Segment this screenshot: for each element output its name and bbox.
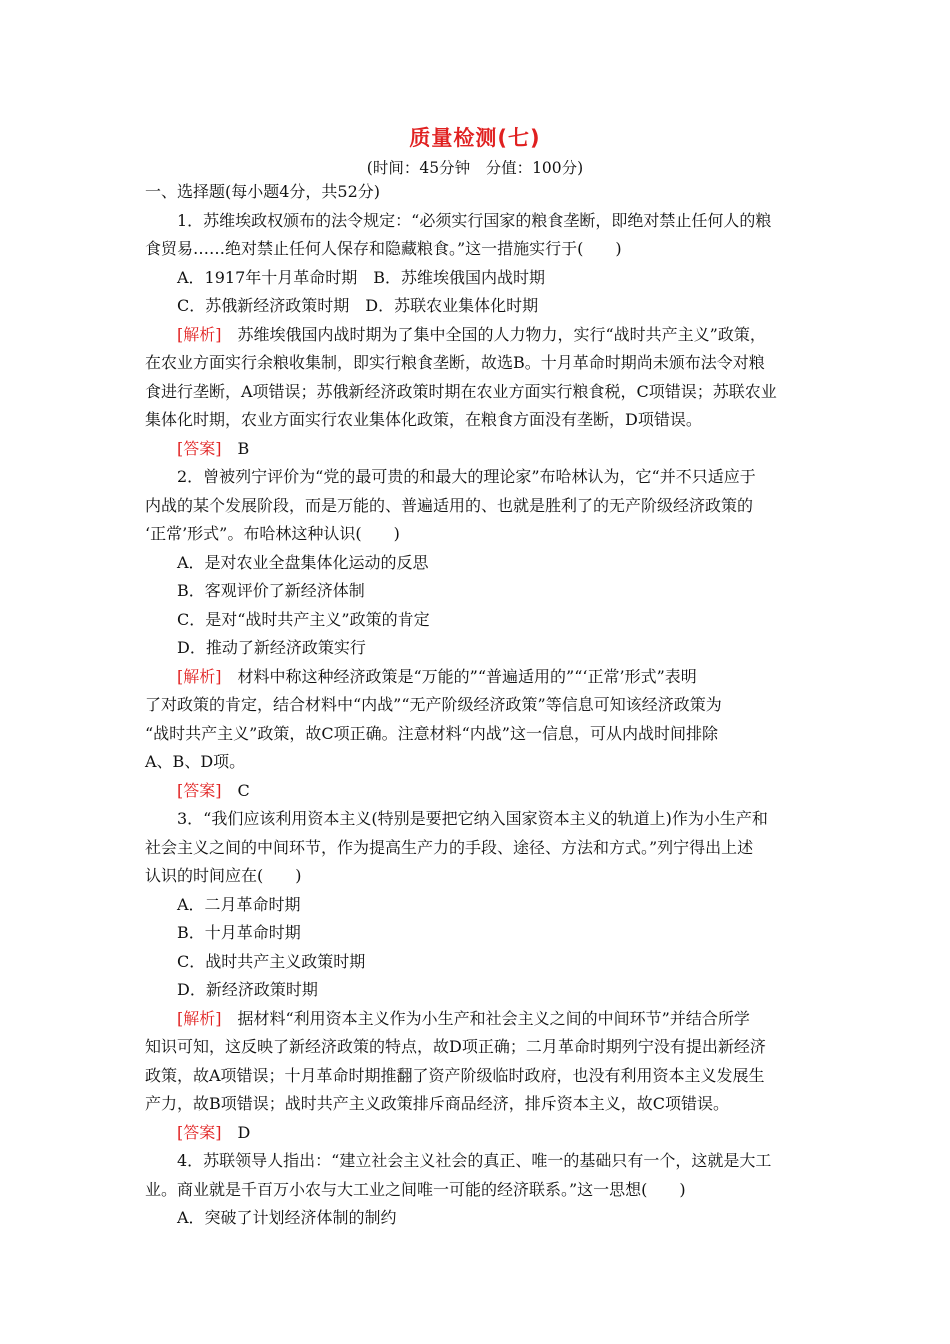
analysis-text: 材料中称这种经济政策是“万能的”“普遍适用的”“‘正常’形式”表明 [237, 666, 697, 686]
option-line: D．推动了新经济政策实行 [177, 638, 366, 657]
page-subtitle: (时间：45分钟 分值：100分) [366, 159, 584, 177]
option-line: A．突破了计划经济体制的制约 [177, 1208, 397, 1227]
answer-tag: [答案] [177, 438, 222, 458]
option-line: B．客观评价了新经济体制 [177, 581, 365, 600]
question-stem-line: 食贸易……绝对禁止任何人保存和隐藏粮食。”这一措施实行于( ) [145, 239, 622, 258]
analysis-text: 苏维埃俄国内战时期为了集中全国的人力物力，实行“战时共产主义”政策， [237, 324, 766, 344]
question-stem-line: 认识的时间应在( ) [145, 866, 302, 885]
analysis-line: 产力，故B项错误；战时共产主义政策排斥商品经济，排斥资本主义，故C项错误。 [145, 1094, 730, 1113]
option-line: A．是对农业全盘集体化运动的反思 [177, 552, 429, 572]
analysis-line [145, 321, 815, 350]
analysis-line: 食进行垄断，A项错误；苏俄新经济政策时期在农业方面实行粮食税，C项错误；苏联农业 [145, 381, 777, 401]
page-title: 质量检测(七) [409, 126, 541, 150]
option-line: C．苏俄新经济政策时期 D．苏联农业集体化时期 [177, 296, 539, 315]
analysis-tag: [解析] [177, 1008, 222, 1028]
option-line: C．是对“战时共产主义”政策的肯定 [177, 609, 430, 629]
question-stem-line: 4．苏联领导人指出：“建立社会主义社会的真正、唯一的基础只有一个，这就是大工 [177, 1151, 772, 1170]
analysis-line: A、B、D项。 [145, 752, 246, 771]
question-stem-line: 1．苏维埃政权颁布的法令规定：“必须实行国家的粮食垄断，即绝对禁止任何人的粮 [177, 210, 772, 230]
answer-line [145, 777, 815, 806]
question-stem-line: 2．曾被列宁评价为“党的最可贵的和最大的理论家”布哈林认为，它“并不只适应于 [177, 467, 756, 486]
question-stem-line: ‘正常’形式”。布哈林这种认识( ) [145, 524, 400, 543]
answer-tag: [答案] [177, 780, 222, 800]
question-stem-line: 社会主义之间的中间环节，作为提高生产力的手段、途径、方法和方式。”列宁得出上述 [145, 837, 754, 857]
analysis-text: 据材料“利用资本主义作为小生产和社会主义之间的中间环节”并结合所学 [237, 1008, 750, 1028]
section-heading: 一、选择题(每小题4分，共52分) [145, 182, 381, 201]
analysis-line [145, 1005, 815, 1034]
answer-line [145, 435, 815, 464]
answer-value: C [237, 780, 250, 800]
answer-value: B [237, 438, 250, 458]
question-4 [145, 1147, 815, 1233]
analysis-line: 知识可知，这反映了新经济政策的特点，故D项正确；二月革命时期列宁没有提出新经济 [145, 1037, 766, 1056]
option-line: D．新经济政策时期 [177, 980, 318, 999]
analysis-tag: [解析] [177, 324, 222, 344]
analysis-line: 在农业方面实行余粮收集制，即实行粮食垄断，故选B。十月革命时期尚未颁布法令对粮 [145, 353, 765, 372]
answer-tag: [答案] [177, 1122, 222, 1142]
question-stem-line: 业。商业就是千百万小农与大工业之间唯一可能的经济联系。”这一思想( ) [145, 1179, 686, 1199]
analysis-line: 政策，故A项错误；十月革命时期推翻了资产阶级临时政府，也没有利用资本主义发展生 [145, 1065, 765, 1085]
answer-line [145, 1119, 815, 1148]
question-stem-line: 3．“我们应该利用资本主义(特别是要把它纳入国家资本主义的轨道上)作为小生产和 [177, 809, 768, 828]
option-line: A．1917年十月革命时期 B．苏维埃俄国内战时期 [177, 267, 546, 287]
analysis-line: 集体化时期，农业方面实行农业集体化政策，在粮食方面没有垄断，D项错误。 [145, 410, 702, 429]
option-line: A．二月革命时期 [177, 894, 301, 914]
analysis-tag: [解析] [177, 666, 222, 686]
option-line: C．战时共产主义政策时期 [177, 951, 366, 971]
question-3 [145, 805, 815, 1147]
question-stem-line: 内战的某个发展阶段，而是万能的、普遍适用的、也就是胜利了的无产阶级经济政策的 [145, 495, 754, 515]
document-body [145, 178, 815, 1233]
analysis-line: 了对政策的肯定，结合材料中“内战”“无产阶级经济政策”等信息可知该经济政策为 [145, 695, 722, 714]
option-line: B．十月革命时期 [177, 923, 301, 942]
answer-value: D [237, 1122, 251, 1142]
analysis-line [145, 663, 815, 692]
analysis-line: “战时共产主义”政策，故C项正确。注意材料“内战”这一信息，可从内战时间排除 [145, 723, 718, 743]
question-1 [145, 207, 815, 464]
question-2 [145, 463, 815, 805]
